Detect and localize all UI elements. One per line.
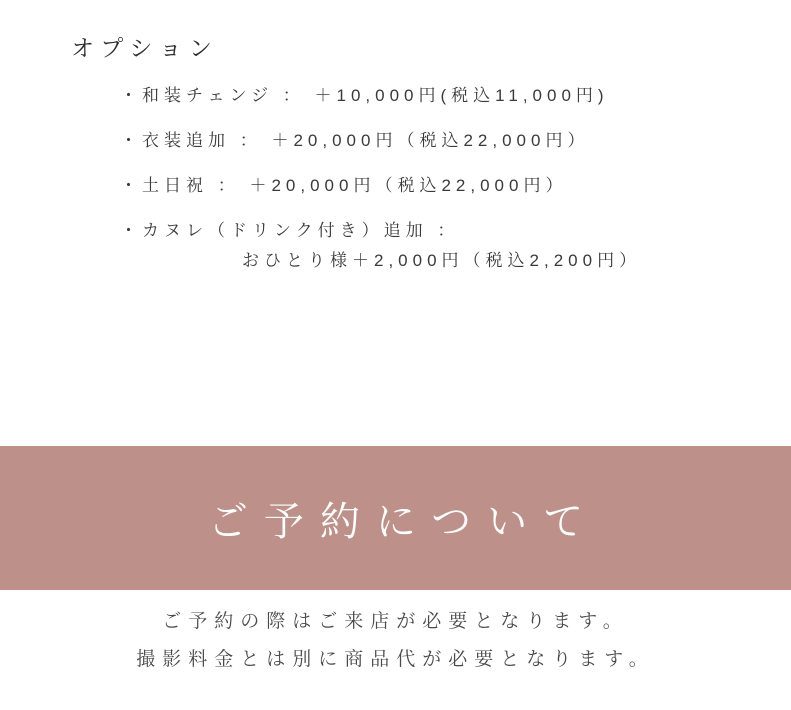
reservation-notes xyxy=(0,590,791,679)
option-item-donichi-shuku xyxy=(120,173,791,199)
option-text xyxy=(142,218,791,274)
options-heading: オプション xyxy=(71,35,219,61)
options-list xyxy=(120,83,791,274)
bullet: ・ xyxy=(120,221,142,240)
page xyxy=(0,30,791,710)
option-line: 土日祝 ： ＋20,000円（税込22,000円） xyxy=(142,176,568,195)
option-item-wasou-change xyxy=(120,83,791,109)
reservation-note: 撮影料金とは別に商品代が必要となります。 xyxy=(136,649,655,670)
option-line: カヌレ（ドリンク付き）追加 ： xyxy=(142,221,460,240)
option-text xyxy=(142,128,791,154)
reservation-banner-title: ご予約について xyxy=(207,498,600,544)
option-item-ishou-tsuika xyxy=(120,128,791,154)
reservation-banner xyxy=(0,446,791,590)
option-text xyxy=(142,173,791,199)
bullet: ・ xyxy=(120,131,142,150)
option-item-canele xyxy=(120,218,791,274)
bullet: ・ xyxy=(120,176,142,195)
option-line-continuation: おひとり様＋2,000円（税込2,200円） xyxy=(242,251,642,270)
bullet: ・ xyxy=(120,86,142,105)
option-line: 和装チェンジ ： ＋10,000円(税込11,000円) xyxy=(142,86,609,105)
reservation-note: ご予約の際はご来店が必要となります。 xyxy=(162,611,629,632)
option-text xyxy=(142,83,791,109)
option-line: 衣装追加 ： ＋20,000円（税込22,000円） xyxy=(142,131,590,150)
